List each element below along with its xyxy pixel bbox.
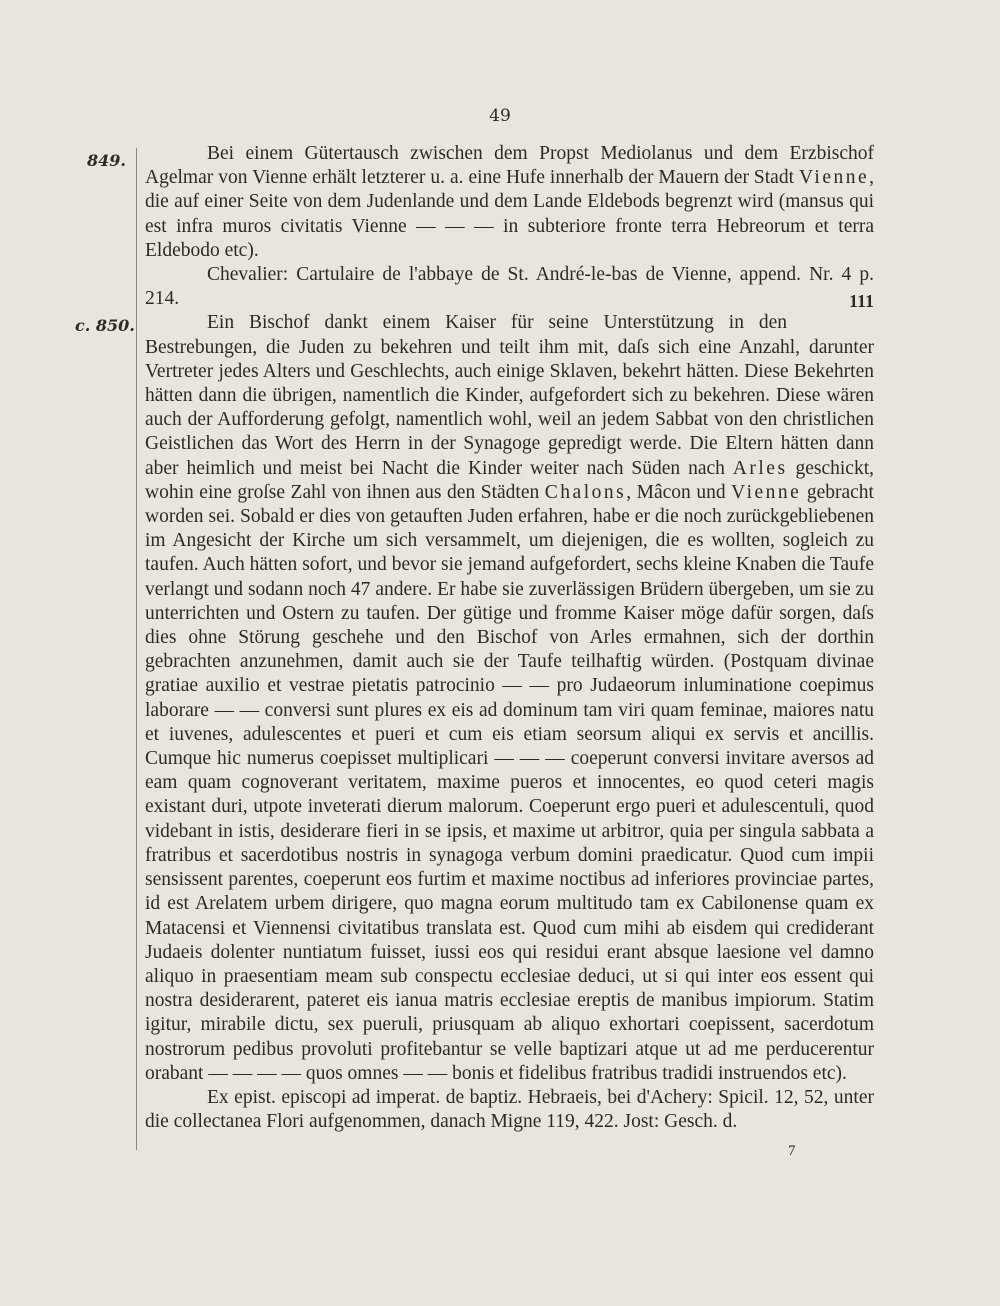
place-name: Arles — [732, 457, 788, 479]
entry-849-reference: Chevalier: Cartulaire de l'abbaye de St. André-le-bas de Vienne, append. Nr. 4 p. 214. 111 — [145, 263, 874, 311]
entry-850-reference: Ex epist. episcopi ad imperat. de baptiz. Hebraeis, bei d'Achery: Spicil. 12, 52, unter die collectanea Flori aufgenommen, danach Migne 119, 422. Jost: Gesch. d. — [145, 1086, 874, 1133]
entry-849-body: Bei einem Gütertausch zwischen dem Propst Mediolanus und dem Erzbischof Agelmar von Vienne erhält letzterer u. a. eine Hufe innerhalb der Mauern der Stadt Vienne, die auf einer Seite von dem Judenlande und dem Lande Eldebods begrenzt wird (mansus qui est infra muros civitatis Vienne — — — in subteriore fronte terra Hebreorum et terra Eldebodo etc). — [145, 143, 874, 261]
reference-number: 111 — [848, 291, 874, 312]
margin-rule — [136, 148, 137, 1150]
place-name: Chalons — [544, 481, 627, 503]
place-name: Vienne — [798, 167, 870, 189]
entry-number-849: 849. — [87, 151, 126, 170]
place-name: Vienne — [731, 481, 802, 503]
signature-mark: 7 — [788, 1143, 796, 1159]
main-text — [145, 142, 874, 1134]
entry-850-body: Ein Bischof dankt einem Kaiser für seine Unterstützung in den Bestrebungen, die Juden zu bekehren und teilt ihm mit, daſs sich eine Anzahl, darunter Vertreter jedes Alters und Geschlechts, auch einige Sklaven, bekehrt hätten. Diese Bekehrten hätten dann die übrigen, namentlich die Kinder, aufgefordert sich zu bekehren. Diese wären auch der Aufforderung gefolgt, namentlich wohl, weil an jedem Sabbat von den christlichen Geistlichen das Wort des Herrn in der Synagoge gepredigt werde. Die Eltern hätten dann aber heimlich und meist bei Nacht die Kinder weiter nach Süden nach Arles geschickt, wohin eine groſse Zahl von ihnen aus den Städten Chalons, Mâcon und Vienne gebracht worden sei. Sobald er dies von getauften Juden erfahren, habe er die noch zurückgebliebenen im Angesicht der Kirche um sich versammelt, um diejenigen, die es wollten, sogleich zu taufen. Auch hätten sofort, und bevor sie jemand aufgefordert, sechs kleine Knaben die Taufe verlangt und sodann noch 47 andere. Er habe sie zuverlässigen Brüdern übergeben, um sie zu unterrichten und Ostern zu taufen. Der gütige und fromme Kaiser möge dafür sorgen, daſs dies ohne Störung geschehe und den Bischof von Arles ermahnen, sich der dorthin gebrachten anzunehmen, damit auch sie der Taufe teilhaftig würden. (Postquam divinae gratiae auxilio et vestrae pietatis patrocinio — — pro Judaeorum inluminatione coepimus laborare — — conversi sunt plures ex eis ad dominum tam viri quam feminae, maiores natu et iuvenes, adulescentes et pueri et cum eis etiam seorsum aliqui ex servis et ancillis. Cumque hic numerus coepisset multiplicari — — — coeperunt conversi invitare aversos ad eam quam cognoverant veritatem, maxime pueros et innocentes, eo quod ceteri magis existant duri, utpote inveterati dierum malorum. Coeperunt ergo pueri et adulescentuli, quod videbant in istis, desiderare fieri in se ipsis, et maxime ut arbitror, quia per singula sabbata a fratribus et sacerdotibus nostris in synagoga verbum domini praedicatur. Quod cum impii sensissent parentes, coeperunt eos furtim et maxime noctibus ad inferiores provinciae partes, id est Arelatem urbem dirigere, quo magna eorum multitudo tam ex Cabilonense quam ex Matacensi et Viennensi civitatibus translata est. Quod cum mihi ab eisdem qui crediderant Judaeis dolenter nuntiatum fuisset, iussi eos qui residui erant absque laesione vel damno aliquo in praesentiam meam sub conspectu ecclesiae deduci, ut si qui inter eos essent qui nostra desiderarent, pateret eis ianua matris ecclesiae ereptis de manibus impiorum. Statim igitur, mirabile dictu, sex pueruli, priusquam ab aliquo exhortari coepissent, sacerdotum nostrorum pedibus provoluti profitebantur se velle baptizari atque ut ad me perducerentur orabant — — — — quos omnes — — bonis et fidelibus fratribus tradidi instruendos etc). — [145, 312, 874, 1084]
page-number: 49 — [489, 106, 511, 126]
entry-number-850: c. 850. — [75, 316, 135, 335]
